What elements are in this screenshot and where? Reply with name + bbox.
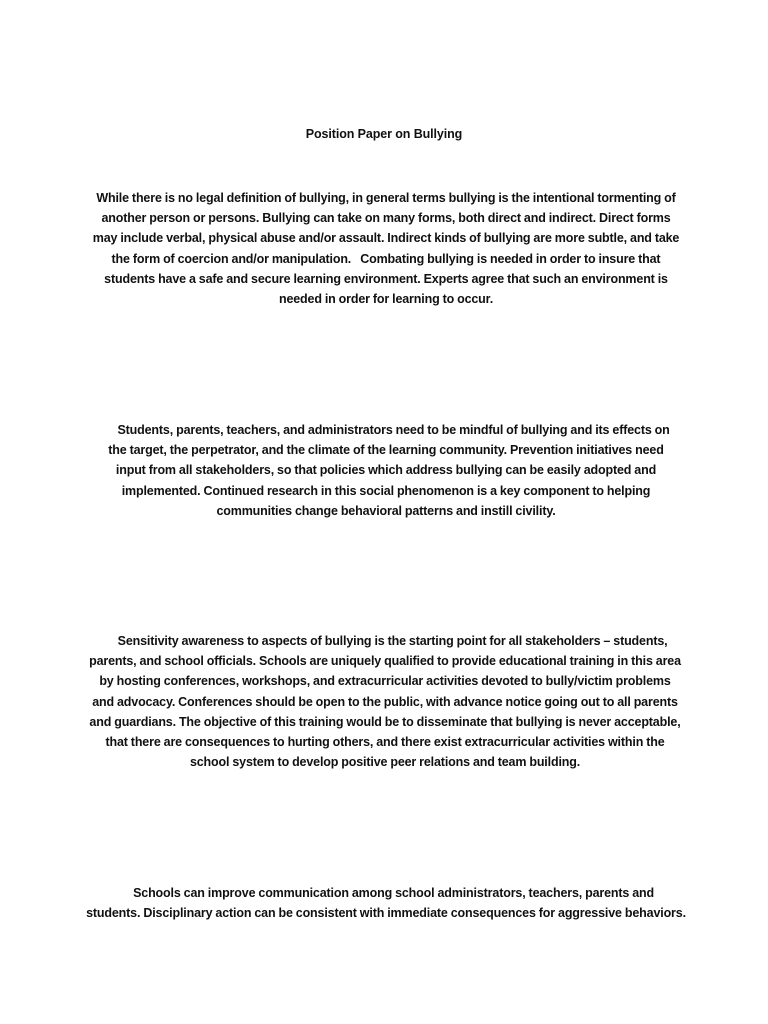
paragraph-line: students have a safe and secure learning environment. Experts agree that such an environment is [104,271,668,286]
paragraph-line: Sensitivity awareness to aspects of bullying is the starting point for all stakeholders – students, [102,634,668,648]
paragraph-line: that there are consequences to hurting others, and there exist extracurricular activities within the [105,735,665,750]
paragraph-line: students. Disciplinary action can be consistent with immediate consequences for aggressive behaviors. [86,906,686,921]
paragraph-3 [82,631,688,772]
paragraph-line: and guardians. The objective of this training would be to disseminate that bullying is never acceptable, [89,714,681,729]
paragraph-line: the form of coercion and/or manipulation. Combating bullying is needed in order to insure that [111,251,661,266]
paragraph-line: the target, the perpetrator, and the climate of the learning community. Prevention initiatives need [108,443,664,458]
paragraph-line: needed in order for learning to occur. [278,292,494,307]
paragraph-1 [86,188,686,309]
paragraph-line: implemented. Continued research in this social phenomenon is a key component to helping [121,483,651,498]
paragraph-line: school system to develop positive peer relations and team building. [189,755,581,770]
paragraph-line: another person or persons. Bullying can take on many forms, both direct and indirect. Direct forms [101,211,671,226]
paragraph-line: communities change behavioral patterns and instill civility. [216,503,556,518]
paragraph-line: input from all stakeholders, so that policies which address bullying can be easily adopted and [115,463,657,478]
paragraph-line: parents, and school officials. Schools are uniquely qualified to provide educational training in this area [89,654,681,669]
paragraph-line: may include verbal, physical abuse and/or assault. Indirect kinds of bullying are more subtle, and take [92,231,680,246]
paragraph-line: Students, parents, teachers, and administrators need to be mindful of bullying and its effects on [102,423,670,437]
paragraph-line: Schools can improve communication among school administrators, teachers, parents and [117,886,655,900]
paragraph-line: While there is no legal definition of bullying, in general terms bullying is the intentional tormenting of [96,191,676,205]
paragraph-line: and advocacy. Conferences should be open to the public, with advance notice going out to all parents [92,694,678,709]
paragraph-2 [94,420,678,521]
document-title: Position Paper on Bullying [305,127,463,141]
paragraph-4 [80,883,692,923]
paragraph-line: by hosting conferences, workshops, and extracurricular activities devoted to bully/victim problems [99,674,671,689]
